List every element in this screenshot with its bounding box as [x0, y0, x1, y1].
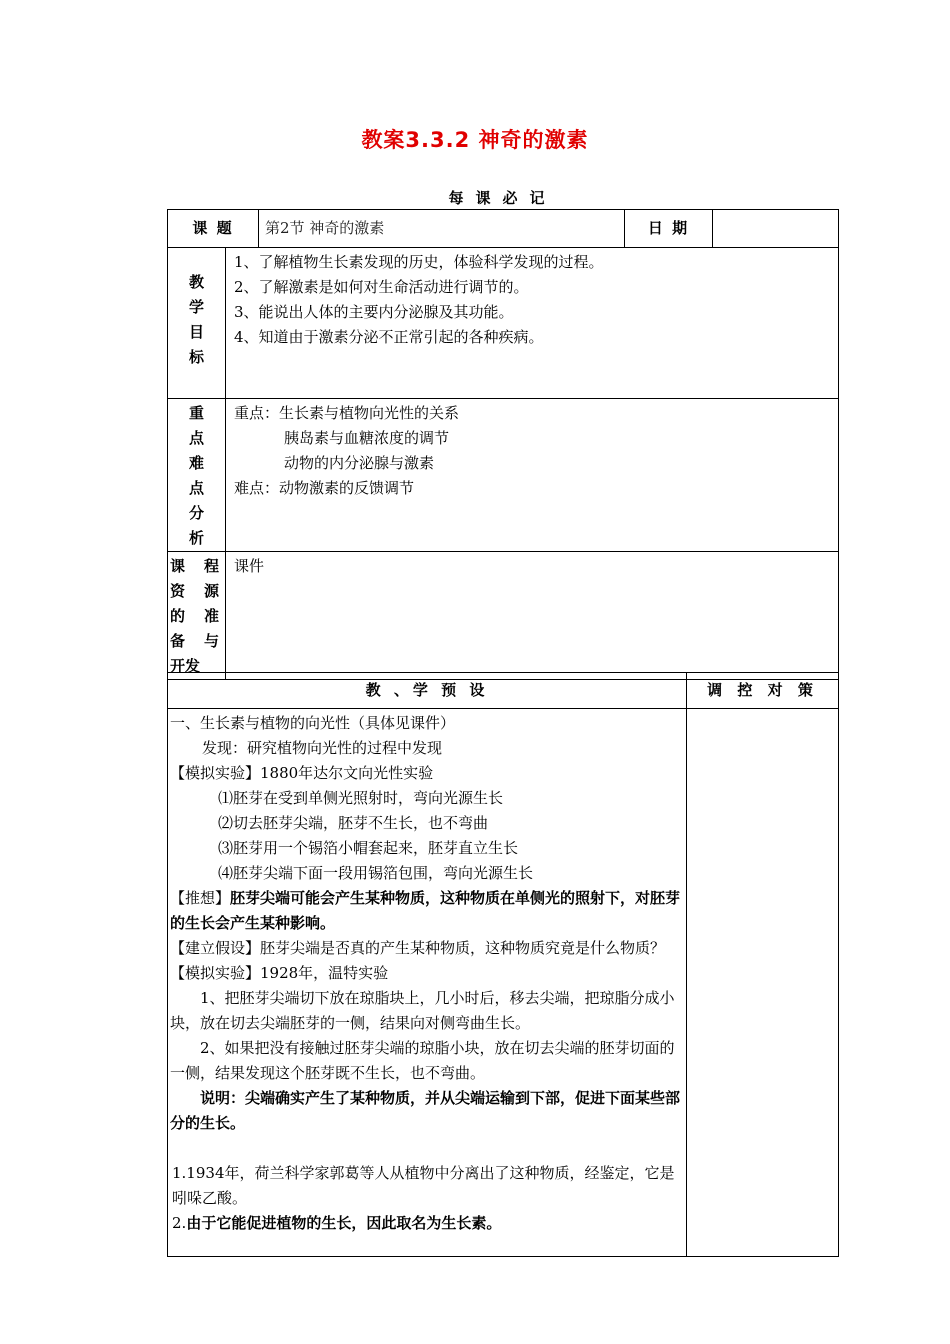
- plan-line: 发现：研究植物向光性的过程中发现: [202, 739, 443, 757]
- plan-line: 【模拟实验】1928年，温特实验: [170, 964, 389, 982]
- date-value[interactable]: [713, 210, 839, 248]
- lesson-info-table: [167, 209, 839, 248]
- blank-line: [170, 1136, 684, 1161]
- keypoints-row: [168, 399, 839, 552]
- resources-value: 课件: [226, 552, 839, 680]
- plan-line: 【模拟实验】1880年达尔文向光性实验: [170, 764, 434, 782]
- page-title: 教案3.3.2 神奇的激素: [361, 128, 589, 152]
- goals-label: 教 学 目 标: [168, 248, 226, 399]
- goals-table: [167, 247, 839, 680]
- plan-header-left: 教 、学 预 设: [168, 673, 687, 709]
- plan-paragraph: 1.1934年，荷兰科学家郭葛等人从植物中分离出了这种物质，经鉴定，它是吲哚乙酸。: [172, 1164, 675, 1207]
- goal-item: 2、了解激素是如何对生命活动进行调节的。: [234, 278, 529, 296]
- plan-line: ⑶胚芽用一个锡箔小帽套起来，胚芽直立生长: [218, 839, 519, 857]
- date-label: 日 期: [625, 210, 713, 248]
- plan-paragraph: 【推想】胚芽尖端可能会产生某种物质，这种物质在单侧光的照射下，对胚芽的生长会产生某种影响。: [170, 889, 681, 932]
- goal-item: 4、知道由于激素分泌不正常引起的各种疾病。: [234, 328, 544, 346]
- plan-paragraph: 1、把胚芽尖端切下放在琼脂块上，几小时后，移去尖端，把琼脂分成小块，放在切去尖端胚芽的一侧，结果向对侧弯曲生长。: [170, 989, 675, 1032]
- plan-line: ⑵切去胚芽尖端，胚芽不生长，也不弯曲: [218, 814, 489, 832]
- plan-line: ⑷胚芽尖端下面一段用锡箔包围，弯向光源生长: [218, 864, 534, 882]
- keypoint-line: 动物的内分泌腺与激素: [284, 454, 435, 472]
- goal-item: 1、了解植物生长素发现的历史，体验科学发现的过程。: [234, 253, 604, 271]
- keypoints-content: [226, 399, 839, 552]
- plan-paragraph: 2、如果把没有接触过胚芽尖端的琼脂小块，放在切去尖端的胚芽切面的一侧，结果发现这个胚芽既不生长，也不弯曲。: [170, 1039, 675, 1082]
- plan-body-row: [168, 709, 839, 1257]
- keypoint-line: 重点：生长素与植物向光性的关系: [234, 404, 460, 422]
- plan-line: ⑴胚芽在受到单侧光照射时，弯向光源生长: [218, 789, 504, 807]
- topic-row: [168, 210, 839, 248]
- keypoint-line: 难点：动物激素的反馈调节: [234, 479, 415, 497]
- plan-content: [168, 709, 687, 1257]
- plan-strategy-cell[interactable]: [687, 709, 839, 1257]
- teaching-plan-table: [167, 672, 839, 1257]
- plan-paragraph: 说明：尖端确实产生了某种物质，并从尖端运输到下部，促进下面某些部分的生长。: [170, 1089, 681, 1132]
- topic-label: 课 题: [168, 210, 259, 248]
- resources-label: 课 程 资 源 的 准 备 与 开发: [168, 552, 226, 680]
- plan-header-right: 调 控 对 策: [687, 673, 839, 709]
- goals-content: [226, 248, 839, 399]
- plan-paragraph: 【建立假设】胚芽尖端是否真的产生某种物质，这种物质究竟是什么物质？: [170, 939, 666, 957]
- goals-row: [168, 248, 839, 399]
- keypoints-label: 重 点 难 点 分 析: [168, 399, 226, 552]
- plan-line: 一、生长素与植物的向光性（具体见课件）: [170, 714, 456, 732]
- plan-paragraph: 2.由于它能促进植物的生长，因此取名为生长素。: [172, 1214, 502, 1232]
- keypoint-line: 胰岛素与血糖浓度的调节: [284, 429, 450, 447]
- plan-header-row: [168, 673, 839, 709]
- page-subtitle: 每课必记: [448, 189, 557, 207]
- resources-row: [168, 552, 839, 680]
- topic-value: 第2节 神奇的激素: [259, 210, 625, 248]
- goal-item: 3、能说出人体的主要内分泌腺及其功能。: [234, 303, 514, 321]
